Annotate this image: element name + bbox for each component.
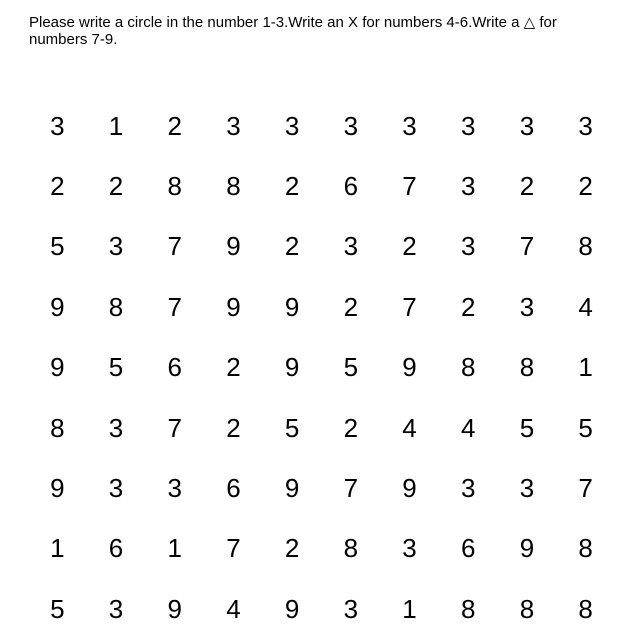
number-cell: 6 xyxy=(108,533,124,564)
number-cell: 8 xyxy=(50,412,65,443)
number-cell: 6 xyxy=(461,533,476,564)
number-cell: 3 xyxy=(461,171,476,202)
number-cell: 4 xyxy=(461,412,476,443)
number-cell: 8 xyxy=(461,352,476,383)
number-cell: 4 xyxy=(402,412,417,443)
number-cell: 3 xyxy=(108,231,124,262)
number-cell: 3 xyxy=(226,110,241,141)
number-cell: 5 xyxy=(343,352,359,383)
number-cell: 2 xyxy=(284,231,300,262)
number-cell: 7 xyxy=(167,291,182,322)
number-cell: 3 xyxy=(461,473,476,504)
number-cell: 2 xyxy=(226,352,241,383)
number-cell: 9 xyxy=(50,291,65,322)
number-cell: 7 xyxy=(343,473,359,504)
number-cell: 4 xyxy=(226,593,241,624)
number-cell: 1 xyxy=(108,110,124,141)
number-cell: 5 xyxy=(50,593,65,624)
number-cell: 2 xyxy=(167,110,182,141)
number-cell: 9 xyxy=(284,291,300,322)
number-cell: 6 xyxy=(167,352,182,383)
number-cell: 3 xyxy=(167,473,182,504)
number-cell: 9 xyxy=(284,352,300,383)
number-cell: 9 xyxy=(226,231,241,262)
number-cell: 2 xyxy=(343,412,359,443)
number-cell: 9 xyxy=(226,291,241,322)
number-cell: 7 xyxy=(167,231,182,262)
number-cell: 2 xyxy=(50,171,65,202)
number-cell: 9 xyxy=(402,352,417,383)
number-cell: 9 xyxy=(519,533,535,564)
number-cell: 1 xyxy=(402,593,417,624)
number-cell: 3 xyxy=(519,110,535,141)
number-cell: 6 xyxy=(226,473,241,504)
number-cell: 7 xyxy=(167,412,182,443)
number-cell: 8 xyxy=(578,533,593,564)
number-cell: 3 xyxy=(50,110,65,141)
number-cell: 8 xyxy=(226,171,241,202)
number-cell: 7 xyxy=(226,533,241,564)
number-cell: 9 xyxy=(402,473,417,504)
number-cell: 2 xyxy=(402,231,417,262)
number-cell: 3 xyxy=(108,473,124,504)
number-cell: 2 xyxy=(519,171,535,202)
number-cell: 2 xyxy=(461,291,476,322)
number-cell: 4 xyxy=(578,291,593,322)
number-cell: 8 xyxy=(519,352,535,383)
number-cell: 1 xyxy=(167,533,182,564)
number-cell: 5 xyxy=(108,352,124,383)
number-cell: 3 xyxy=(461,231,476,262)
number-cell: 8 xyxy=(578,231,593,262)
number-cell: 9 xyxy=(284,593,300,624)
number-cell: 2 xyxy=(284,533,300,564)
number-cell: 1 xyxy=(578,352,593,383)
number-cell: 3 xyxy=(108,412,124,443)
number-cell: 3 xyxy=(343,593,359,624)
number-cell: 7 xyxy=(402,291,417,322)
number-grid xyxy=(28,96,615,640)
number-cell: 5 xyxy=(50,231,65,262)
number-cell: 9 xyxy=(284,473,300,504)
number-cell: 2 xyxy=(108,171,124,202)
number-cell: 3 xyxy=(402,110,417,141)
number-cell: 1 xyxy=(50,533,65,564)
number-cell: 3 xyxy=(519,291,535,322)
number-cell: 9 xyxy=(50,352,65,383)
worksheet-instructions: Please write a circle in the number 1-3.Write an X for numbers 4-6.Write a △ for numbers 7-9. xyxy=(29,14,557,48)
number-cell: 9 xyxy=(50,473,65,504)
number-cell: 7 xyxy=(519,231,535,262)
number-cell: 6 xyxy=(343,171,359,202)
number-cell: 3 xyxy=(402,533,417,564)
number-cell: 7 xyxy=(578,473,593,504)
number-cell: 3 xyxy=(343,110,359,141)
number-cell: 3 xyxy=(284,110,300,141)
number-cell: 8 xyxy=(343,533,359,564)
number-cell: 5 xyxy=(578,412,593,443)
number-cell: 7 xyxy=(402,171,417,202)
number-cell: 3 xyxy=(461,110,476,141)
number-cell: 9 xyxy=(167,593,182,624)
number-cell: 3 xyxy=(578,110,593,141)
number-cell: 3 xyxy=(343,231,359,262)
number-cell: 8 xyxy=(461,593,476,624)
number-cell: 8 xyxy=(108,291,124,322)
number-cell: 5 xyxy=(284,412,300,443)
number-cell: 2 xyxy=(343,291,359,322)
number-cell: 5 xyxy=(519,412,535,443)
number-cell: 8 xyxy=(167,171,182,202)
number-cell: 3 xyxy=(519,473,535,504)
number-cell: 2 xyxy=(284,171,300,202)
number-cell: 8 xyxy=(519,593,535,624)
number-cell: 2 xyxy=(578,171,593,202)
number-cell: 8 xyxy=(578,593,593,624)
number-cell: 2 xyxy=(226,412,241,443)
number-cell: 3 xyxy=(108,593,124,624)
